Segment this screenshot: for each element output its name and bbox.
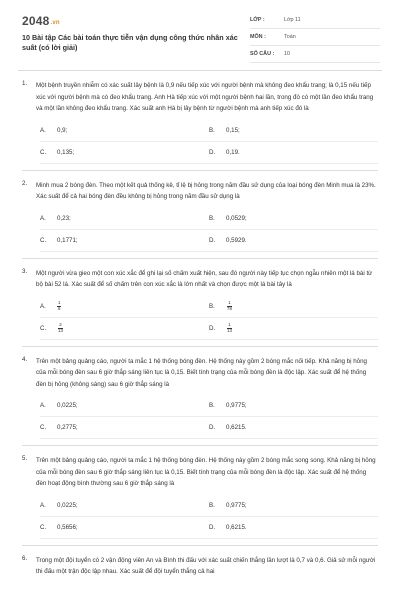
option-row xyxy=(40,230,378,252)
meta-row xyxy=(250,46,380,63)
answer-options xyxy=(40,296,378,340)
option-label: D. xyxy=(209,324,216,332)
option-value: 0,6215. xyxy=(226,523,247,531)
option-row xyxy=(40,318,378,340)
document-title: 10 Bài tập Các bài toán thực tiễn vận dụng công thức nhân xác suất (có lời giải) xyxy=(22,33,238,52)
header-divider xyxy=(18,70,382,71)
question-text: Trên một bảng quảng cáo, người ta mắc 1 hệ thống bóng đèn. Hệ thống này gồm 2 bóng mắc song song. Khả năng bị hỏng của mỗi bóng đèn sau 6 giờ thắp sáng liên tục là 0,15. Biết tình trạng của mỗi bóng đèn là độc lập. Xác suất để hệ thống đèn hoạt động bình thường sau 6 giờ thắp sáng là xyxy=(36,457,376,487)
option-label: B. xyxy=(209,214,215,222)
option-label: A. xyxy=(40,501,46,509)
option-label: A. xyxy=(40,302,46,310)
option-label: C. xyxy=(40,236,47,244)
question-item xyxy=(22,455,378,539)
answer-options xyxy=(40,120,378,164)
meta-value: 10 xyxy=(284,51,290,57)
option-row xyxy=(40,417,378,439)
logo-text: 2048 xyxy=(22,14,50,28)
option-label: D. xyxy=(209,523,216,531)
option-fraction xyxy=(226,301,233,311)
fraction-numerator: 1 xyxy=(228,299,231,305)
option-label: B. xyxy=(209,402,215,409)
answer-option[interactable] xyxy=(209,237,378,244)
question-number: 3. xyxy=(22,267,28,275)
answer-option[interactable] xyxy=(209,149,378,156)
option-label: C. xyxy=(40,523,47,531)
option-value: 0,9775; xyxy=(226,501,247,509)
answer-option[interactable] xyxy=(40,301,209,311)
answer-option[interactable] xyxy=(40,502,209,509)
answer-option[interactable] xyxy=(209,301,378,311)
answer-options xyxy=(40,395,378,439)
question-separator xyxy=(22,258,378,259)
option-label: B. xyxy=(209,126,215,134)
answer-option[interactable] xyxy=(209,424,378,431)
question-number: 2. xyxy=(22,179,28,187)
logo-tld: .vn xyxy=(50,20,60,26)
option-value: 0,2775; xyxy=(57,424,78,431)
option-value: 0,6215. xyxy=(226,424,247,431)
answer-option[interactable] xyxy=(209,323,378,333)
meta-row xyxy=(250,12,380,29)
answer-option[interactable] xyxy=(40,524,209,531)
question-item xyxy=(22,180,378,252)
option-label: D. xyxy=(209,424,216,431)
question-text: Một bệnh truyền nhiễm có xác suất lây bệnh là 0,9 nếu tiếp xúc với người bệnh mà không đeo khẩu trang; là 0,15 nếu tiếp xúc với người bệnh mà có đeo khẩu trang. Anh Hà tiếp xúc với một người bệnh hai lần, trong đó có một lần đeo khẩu trang và một lần không đeo khẩu trang. Xác suất anh Hà bị lây bệnh từ người bệnh mà anh tiếp xúc đó là xyxy=(36,82,374,112)
answer-options xyxy=(40,208,378,252)
question-list xyxy=(0,80,400,578)
option-value: 0,15; xyxy=(226,126,240,134)
answer-option[interactable] xyxy=(209,402,378,409)
fraction-denominator: 78 xyxy=(227,305,232,311)
option-value: 0,23; xyxy=(57,214,71,222)
option-fraction xyxy=(57,301,61,311)
question-item xyxy=(22,80,378,164)
option-value: 0,9775; xyxy=(226,402,247,409)
question-number: 1. xyxy=(22,80,28,87)
question-separator xyxy=(22,445,378,446)
option-value: 0,0225; xyxy=(57,501,78,509)
meta-value: Lớp 11 xyxy=(284,17,301,23)
answer-options xyxy=(40,495,378,539)
meta-row xyxy=(250,29,380,46)
question-text: Một người vừa gieo một con xúc xắc để ghi lại số chấm xuất hiện, sau đó người này tiếp tục chọn ngẫu nhiên một lá bài từ bộ bài 52 lá. Xác suất để số chấm trên con xúc xắc là lớn nhất và chọn được một lá bài tây là xyxy=(36,269,373,288)
answer-option[interactable] xyxy=(40,424,209,431)
option-label: B. xyxy=(209,302,215,310)
answer-option[interactable] xyxy=(40,127,209,134)
question-item xyxy=(22,356,378,440)
answer-option[interactable] xyxy=(40,237,209,244)
option-value: 0,5656; xyxy=(57,523,78,531)
meta-label: MÔN : xyxy=(250,34,266,40)
option-label: A. xyxy=(40,126,46,134)
option-label: C. xyxy=(40,424,47,431)
fraction-denominator: 6 xyxy=(58,305,61,311)
answer-option[interactable] xyxy=(40,215,209,222)
option-value: 0,9; xyxy=(57,126,68,134)
option-label: B. xyxy=(209,501,215,509)
answer-option[interactable] xyxy=(209,524,378,531)
question-number: 4. xyxy=(22,355,28,363)
option-fraction xyxy=(57,323,64,333)
option-value: 0,0529; xyxy=(226,214,247,222)
option-value: 0,19. xyxy=(226,148,240,156)
fraction-denominator: 13 xyxy=(227,327,232,333)
option-fraction xyxy=(226,323,233,333)
option-label: A. xyxy=(40,214,46,222)
option-value: 0,1771; xyxy=(57,236,78,244)
fraction-numerator: 2 xyxy=(59,321,62,327)
option-value: 0,5929. xyxy=(226,236,247,244)
question-separator xyxy=(22,545,378,546)
option-label: C. xyxy=(40,148,47,156)
option-row xyxy=(40,208,378,230)
question-number: 5. xyxy=(22,455,28,462)
answer-option[interactable] xyxy=(209,127,378,134)
meta-value: Toán xyxy=(284,34,296,40)
option-label: C. xyxy=(40,324,47,332)
option-label: D. xyxy=(209,148,216,156)
answer-option[interactable] xyxy=(40,402,209,409)
question-item xyxy=(22,555,378,578)
option-value: 0,135; xyxy=(57,148,75,156)
question-number: 6. xyxy=(22,554,28,562)
option-label: D. xyxy=(209,236,216,244)
question-separator xyxy=(22,346,378,347)
answer-option[interactable] xyxy=(40,149,209,156)
document-header xyxy=(0,0,400,60)
answer-option[interactable] xyxy=(209,215,378,222)
question-text: Minh mua 2 bóng đèn. Theo một kết quả thống kê, tỉ lệ bị hỏng trong năm đầu sử dụng của loại bóng đèn Minh mua là 23%. Xác suất để cả hai bóng đèn đều không bị hỏng trong năm đầu sử dụng là xyxy=(36,181,376,200)
meta-label: SỐ CÂU : xyxy=(250,51,275,57)
option-row xyxy=(40,120,378,142)
meta-table xyxy=(250,12,380,63)
question-item xyxy=(22,268,378,340)
question-text: Trong một đội tuyển có 2 vận động viên An và Bình thi đấu với xác suất chiến thắng lần lượt là 0,7 và 0,6. Giả sử mỗi người thi đấu một trận độc lập nhau. Xác suất để đội tuyển thắng cả hai xyxy=(36,556,376,575)
question-text: Trên một bảng quảng cáo, người ta mắc 1 hệ thống bóng đèn. Hệ thống này gồm 2 bóng mắc nối tiếp. Khả năng bị hỏng của mỗi bóng đèn sau 6 giờ thắp sáng liên tục là 0,15. Biết tình trạng của mỗi bóng đèn là độc lập. Xác suất để hệ thống đèn bị hỏng (không sáng) sau 6 giờ thắp sáng là xyxy=(36,357,367,388)
answer-option[interactable] xyxy=(40,323,209,333)
site-logo[interactable] xyxy=(22,14,60,28)
fraction-numerator: 1 xyxy=(228,321,231,327)
meta-label: LỚP : xyxy=(250,17,265,23)
option-label: A. xyxy=(40,402,46,409)
option-row xyxy=(40,142,378,164)
option-row xyxy=(40,296,378,318)
option-row xyxy=(40,517,378,539)
fraction-denominator: 13 xyxy=(58,327,63,333)
fraction-numerator: 1 xyxy=(58,299,61,305)
option-value: 0,0225; xyxy=(57,402,78,409)
question-separator xyxy=(22,170,378,171)
option-row xyxy=(40,495,378,517)
option-row xyxy=(40,395,378,417)
answer-option[interactable] xyxy=(209,502,378,509)
